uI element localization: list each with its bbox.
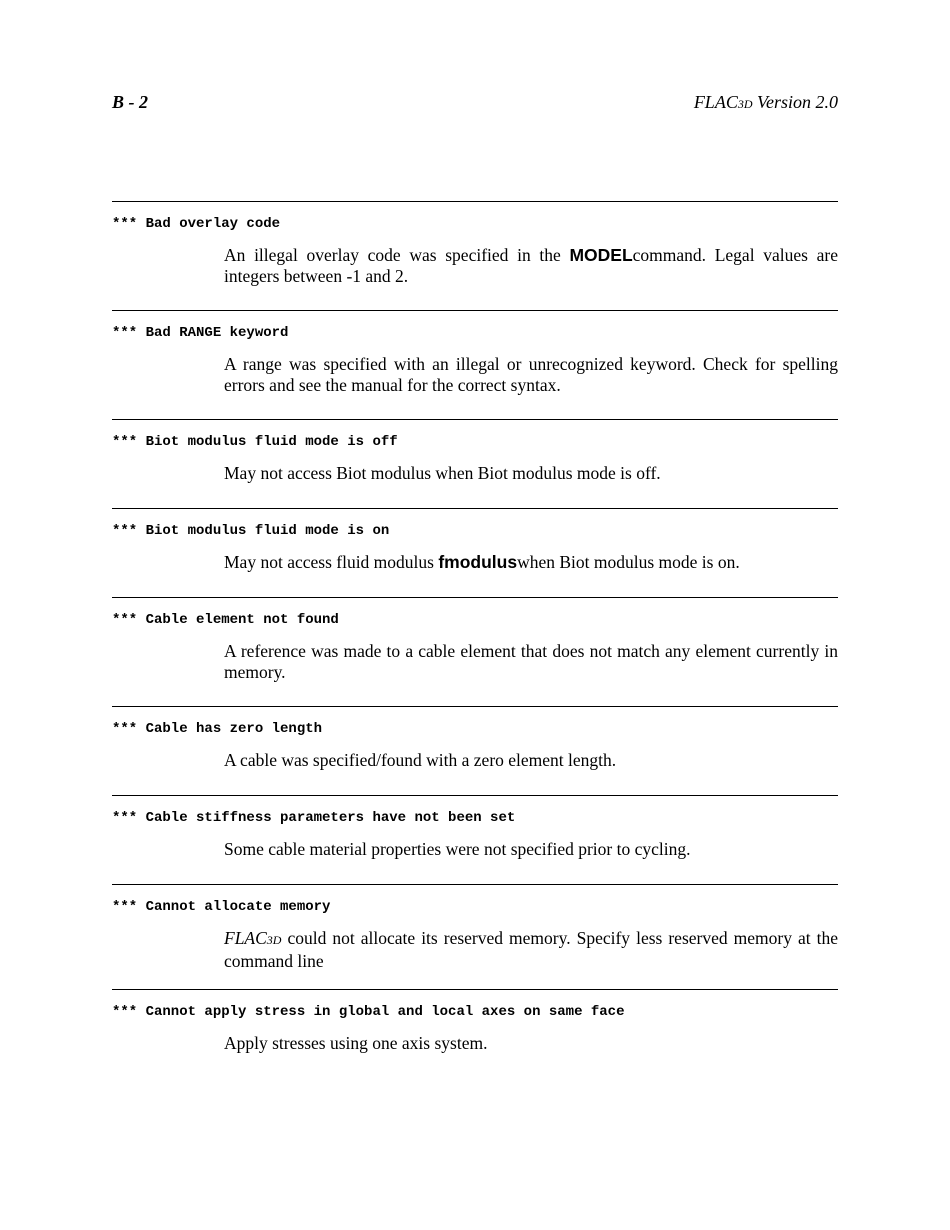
title-version: Version 2.0 [752, 92, 838, 112]
description-text: could not allocate its reserved memory. Specify less reserved memory at the command line [224, 928, 838, 971]
error-code: *** Cable element not found [112, 612, 339, 628]
title-subscript: 3D [737, 97, 753, 111]
error-entry [112, 884, 838, 989]
description-text: An illegal overlay code was specified in the [224, 245, 570, 265]
error-code: *** Biot modulus fluid mode is on [112, 523, 390, 539]
error-code: *** Cable has zero length [112, 721, 323, 737]
error-description: May not access Biot modulus when Biot modulus mode is off. [224, 463, 661, 483]
page-number: B - 2 [112, 92, 148, 112]
error-description: Some cable material properties were not specified prior to cycling. [224, 839, 691, 859]
error-description [224, 245, 838, 286]
error-entry [112, 989, 838, 1078]
keyword-fmodulus: fmodulus [438, 552, 518, 572]
product-subscript: 3D [266, 933, 282, 947]
error-entry [112, 795, 838, 884]
document-title [694, 92, 838, 113]
error-entry [112, 310, 838, 419]
error-entry [112, 419, 838, 508]
error-description: A reference was made to a cable element that does not match any element currently in memory. [224, 641, 838, 682]
page-header [112, 92, 838, 116]
error-entry [112, 508, 838, 597]
error-code: *** Bad RANGE keyword [112, 325, 289, 341]
error-description: Apply stresses using one axis system. [224, 1033, 488, 1053]
error-entry [112, 201, 838, 310]
error-entry [112, 706, 838, 795]
description-text: when Biot modulus mode is on. [517, 552, 740, 572]
description-text: May not access fluid modulus [224, 552, 439, 572]
error-description: A range was specified with an illegal or unrecognized keyword. Check for spelling errors and see the manual for the correct syntax. [224, 354, 838, 395]
error-code: *** Cannot allocate memory [112, 899, 331, 915]
description-text: command. Legal values are integers between -1 and 2. [224, 245, 838, 286]
error-code: *** Biot modulus fluid mode is off [112, 434, 398, 450]
error-description [224, 928, 838, 971]
product-name: FLAC [224, 928, 267, 948]
error-code: *** Bad overlay code [112, 216, 281, 232]
error-message-list [112, 201, 838, 1078]
title-main: FLAC [693, 92, 738, 112]
error-description: A cable was specified/found with a zero element length. [224, 750, 617, 770]
error-description [224, 552, 838, 573]
error-entry [112, 597, 838, 706]
keyword-model: MODEL [569, 245, 633, 265]
error-code: *** Cannot apply stress in global and local axes on same face [112, 1004, 625, 1020]
error-code: *** Cable stiffness parameters have not been set [112, 810, 516, 826]
